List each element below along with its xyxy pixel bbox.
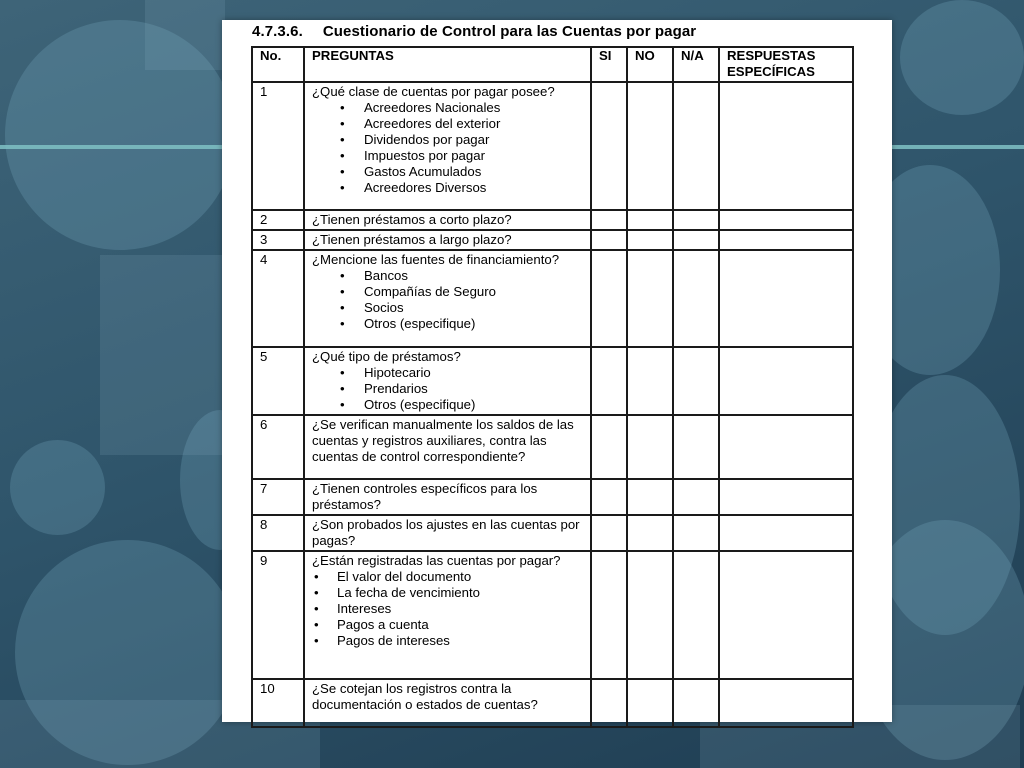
list-item: • Bancos: [312, 268, 586, 284]
table-row: [252, 210, 853, 230]
na-cell[interactable]: [673, 250, 719, 347]
na-cell[interactable]: [673, 479, 719, 515]
list-item: • Socios: [312, 300, 586, 316]
list-item: • Acreedores del exterior: [312, 116, 586, 132]
question-cell: [304, 479, 591, 515]
na-cell[interactable]: [673, 347, 719, 415]
si-cell[interactable]: [591, 415, 627, 479]
response-cell[interactable]: [719, 82, 853, 210]
na-cell[interactable]: [673, 210, 719, 230]
response-cell[interactable]: [719, 415, 853, 479]
si-cell[interactable]: [591, 230, 627, 250]
row-number: 1: [252, 82, 304, 210]
no-cell[interactable]: [627, 415, 673, 479]
question-cell: [304, 230, 591, 250]
row-number: 10: [252, 679, 304, 727]
question-cell: [304, 551, 591, 679]
response-cell[interactable]: [719, 679, 853, 727]
no-cell[interactable]: [627, 515, 673, 551]
question-cell: [304, 347, 591, 415]
response-cell[interactable]: [719, 551, 853, 679]
question-text: ¿Qué clase de cuentas por pagar posee?: [312, 84, 555, 99]
si-cell[interactable]: [591, 551, 627, 679]
table-row: [252, 515, 853, 551]
table-row: [252, 347, 853, 415]
row-number: 2: [252, 210, 304, 230]
question-cell: [304, 210, 591, 230]
response-cell[interactable]: [719, 210, 853, 230]
list-item: • Gastos Acumulados: [312, 164, 586, 180]
si-cell[interactable]: [591, 82, 627, 210]
background-rectangle: [145, 0, 225, 70]
question-cell: [304, 250, 591, 347]
si-cell[interactable]: [591, 250, 627, 347]
na-cell[interactable]: [673, 551, 719, 679]
no-cell[interactable]: [627, 230, 673, 250]
table-row: [252, 250, 853, 347]
header-no: No.: [252, 47, 304, 82]
na-cell[interactable]: [673, 82, 719, 210]
question-text: ¿Tienen controles específicos para los préstamos?: [312, 481, 538, 512]
response-cell[interactable]: [719, 515, 853, 551]
header-si: SI: [591, 47, 627, 82]
list-item: • Compañías de Seguro: [312, 284, 586, 300]
question-text: ¿Qué tipo de préstamos?: [312, 349, 461, 364]
list-item: • Hipotecario: [312, 365, 586, 381]
header-no-answer: NO: [627, 47, 673, 82]
list-item: • La fecha de vencimiento: [312, 585, 586, 601]
na-cell[interactable]: [673, 230, 719, 250]
no-cell[interactable]: [627, 479, 673, 515]
table-row: [252, 679, 853, 727]
row-number: 7: [252, 479, 304, 515]
header-preguntas: PREGUNTAS: [304, 47, 591, 82]
table-row: [252, 479, 853, 515]
no-cell[interactable]: [627, 250, 673, 347]
background-circle: [900, 0, 1024, 115]
table-row: [252, 82, 853, 210]
row-number: 4: [252, 250, 304, 347]
si-cell[interactable]: [591, 210, 627, 230]
table-header-row: [252, 47, 853, 82]
row-number: 5: [252, 347, 304, 415]
row-number: 6: [252, 415, 304, 479]
question-text: ¿Tienen préstamos a corto plazo?: [312, 212, 512, 227]
list-item: • Pagos de intereses: [312, 633, 586, 649]
question-text: ¿Se cotejan los registros contra la documentación o estados de cuentas?: [312, 681, 538, 712]
na-cell[interactable]: [673, 415, 719, 479]
question-options: [312, 365, 586, 413]
no-cell[interactable]: [627, 210, 673, 230]
si-cell[interactable]: [591, 515, 627, 551]
response-cell[interactable]: [719, 479, 853, 515]
question-cell: [304, 82, 591, 210]
si-cell[interactable]: [591, 679, 627, 727]
list-item: • Impuestos por pagar: [312, 148, 586, 164]
question-text: ¿Están registradas las cuentas por pagar?: [312, 553, 561, 568]
list-item: • Dividendos por pagar: [312, 132, 586, 148]
list-item: • Otros (especifique): [312, 397, 586, 413]
accent-line-left: [0, 145, 224, 149]
table-row: [252, 230, 853, 250]
question-cell: [304, 515, 591, 551]
header-na: N/A: [673, 47, 719, 82]
question-text: ¿Mencione las fuentes de financiamiento?: [312, 252, 560, 267]
list-item: • Prendarios: [312, 381, 586, 397]
response-cell[interactable]: [719, 230, 853, 250]
section-number: 4.7.3.6.: [252, 23, 303, 40]
row-number: 8: [252, 515, 304, 551]
accent-line-right: [890, 145, 1024, 149]
question-options: [312, 569, 586, 649]
list-item: • Acreedores Nacionales: [312, 100, 586, 116]
response-cell[interactable]: [719, 250, 853, 347]
table-row: [252, 415, 853, 479]
no-cell[interactable]: [627, 82, 673, 210]
row-number: 9: [252, 551, 304, 679]
si-cell[interactable]: [591, 479, 627, 515]
header-respuestas: RESPUESTAS ESPECÍFICAS: [719, 47, 853, 82]
list-item: • El valor del documento: [312, 569, 586, 585]
question-cell: [304, 679, 591, 727]
no-cell[interactable]: [627, 551, 673, 679]
row-number: 3: [252, 230, 304, 250]
section-title: Cuestionario de Control para las Cuentas por pagar: [322, 23, 697, 40]
si-cell[interactable]: [591, 347, 627, 415]
list-item: • Pagos a cuenta: [312, 617, 586, 633]
list-item: • Otros (especifique): [312, 316, 586, 332]
question-cell: [304, 415, 591, 479]
question-options: [312, 268, 586, 332]
list-item: • Acreedores Diversos: [312, 180, 586, 196]
question-text: ¿Tienen préstamos a largo plazo?: [312, 232, 512, 247]
table-row: [252, 551, 853, 679]
na-cell[interactable]: [673, 679, 719, 727]
question-options: [312, 100, 586, 196]
response-cell[interactable]: [719, 347, 853, 415]
no-cell[interactable]: [627, 679, 673, 727]
background-circle: [10, 440, 105, 535]
no-cell[interactable]: [627, 347, 673, 415]
na-cell[interactable]: [673, 515, 719, 551]
question-text: ¿Son probados los ajustes en las cuentas por pagas?: [312, 517, 580, 548]
background-rectangle: [100, 255, 225, 455]
document-page: [222, 20, 892, 722]
questionnaire-table: [251, 46, 854, 728]
document-title: [252, 23, 696, 40]
list-item: • Intereses: [312, 601, 586, 617]
question-text: ¿Se verifican manualmente los saldos de las cuentas y registros auxiliares, contra las cuentas de control correspondiente?: [312, 417, 574, 464]
